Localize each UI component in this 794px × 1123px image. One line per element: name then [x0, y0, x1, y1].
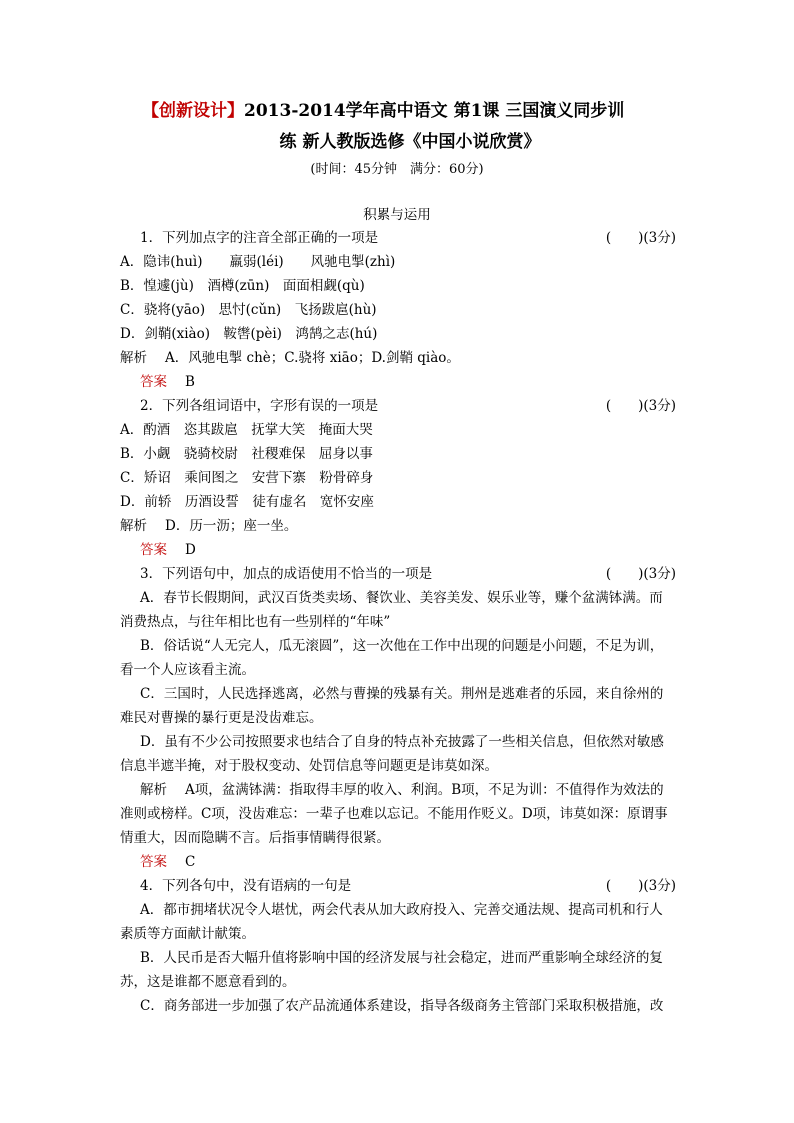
analysis-text: D．历一沥；座一坐。: [165, 518, 298, 534]
analysis: [120, 346, 680, 370]
answer-value: D: [185, 542, 196, 558]
analysis: [120, 778, 680, 802]
analysis-label: 解析: [140, 782, 167, 798]
question-2-stem: [120, 394, 680, 418]
analysis-label: 解析: [120, 518, 147, 534]
document-title: [140, 96, 680, 158]
answer-value: C: [185, 854, 196, 870]
title-line2: 练 新人教版选修《中国小说欣赏》: [279, 132, 541, 152]
analysis-text: A．风驰电掣 chè；C.骁将 xiāo；D.剑鞘 qiào。: [165, 350, 460, 366]
analysis-line: 准则或榜样。C项，没齿难忘：一辈子也难以忘记。不能用作贬义。D项，讳莫如深：原谓事: [120, 806, 668, 822]
question-score: ( )(3分): [605, 398, 676, 414]
analysis-text: A项，盆满钵满：指取得丰厚的收入、利润。B项，不足为训：不值得作为效法的: [185, 782, 664, 798]
option-line: 素质等方面献计献策。: [120, 926, 255, 942]
question-3-stem: [120, 562, 680, 586]
analysis-label: 解析: [120, 350, 147, 366]
answer: [120, 850, 680, 874]
option-line: B．俗话说“人无完人，瓜无滚圆”，这一次他在工作中出现的问题是小问题，不足为训，: [140, 638, 664, 654]
question-1-stem: [120, 226, 680, 250]
option-line: 消费热点，与往年相比也有一些别样的“年味”: [120, 614, 391, 630]
question-stem: 1．下列加点字的注音全部正确的一项是: [140, 230, 379, 246]
option-line: 信息半遮半掩，对于股权变动、处罚信息等问题更是讳莫如深。: [120, 758, 498, 774]
title-bracket: 【创新设计】: [142, 101, 244, 121]
question-score: ( )(3分): [605, 878, 676, 894]
option: C．骁将(yāo) 思忖(cǔn) 飞扬跋扈(hù): [120, 302, 377, 318]
option: D．剑鞘(xiào) 鞍辔(pèi) 鸿鹄之志(hú): [120, 326, 378, 342]
option: A．隐讳(huì) 羸弱(léi) 风驰电掣(zhì): [120, 254, 396, 270]
answer-value: B: [185, 374, 195, 390]
question-body: [120, 226, 680, 1018]
option-line: 苏，这是谁都不愿意看到的。: [120, 974, 296, 990]
exam-info: (时间：45分钟 满分：60分): [310, 162, 484, 177]
answer: [120, 370, 680, 394]
question-score: ( )(3分): [605, 566, 676, 582]
option-line: D．虽有不少公司按照要求也结合了自身的特点补充披露了一些相关信息，但依然对敏感: [140, 734, 664, 750]
option-line: 看一个人应该看主流。: [120, 662, 255, 678]
option: B．惶遽(jù) 酒樽(zūn) 面面相觑(qù): [120, 278, 365, 294]
title-line1: 2013-2014学年高中语文 第1课 三国演义同步训: [244, 101, 625, 121]
question-stem: 4．下列各句中，没有语病的一句是: [140, 878, 352, 894]
question-score: ( )(3分): [605, 230, 676, 246]
question-stem: 2．下列各组词语中，字形有误的一项是: [140, 398, 379, 414]
analysis: [120, 514, 680, 538]
answer-label: 答案: [140, 854, 167, 870]
option: C．矫诏 乘间图之 安营下寨 粉骨碎身: [120, 470, 374, 486]
option-line: B．人民币是否大幅升值将影响中国的经济发展与社会稳定，进而严重影响全球经济的复: [140, 950, 663, 966]
option-line: A．春节长假期间，武汉百货类卖场、餐饮业、美容美发、娱乐业等，赚个盆满钵满。而: [140, 590, 663, 606]
question-stem: 3．下列语句中，加点的成语使用不恰当的一项是: [140, 566, 433, 582]
analysis-line: 情重大，因而隐瞒不言。后指事情瞒得很紧。: [120, 830, 390, 846]
answer-label: 答案: [140, 542, 167, 558]
question-4-stem: [120, 874, 680, 898]
option: D．前轿 历酒设誓 徒有虚名 宽怀安座: [120, 494, 374, 510]
option: A．酌酒 恣其跋扈 抚掌大笑 掩面大哭: [120, 422, 373, 438]
answer-label: 答案: [140, 374, 167, 390]
option-line: A．都市拥堵状况令人堪忧，两会代表从加大政府投入、完善交通法规、提高司机和行人: [140, 902, 663, 918]
section-heading: 积累与运用: [363, 207, 431, 223]
option-line: 难民对曹操的暴行更是没齿难忘。: [120, 710, 323, 726]
answer: [120, 538, 680, 562]
option-line: C．商务部进一步加强了农产品流通体系建设，指导各级商务主管部门采取积极措施，改: [140, 998, 664, 1014]
option: B．小觑 骁骑校尉 社稷难保 屈身以事: [120, 446, 373, 462]
option-line: C．三国时，人民选择逃离，必然与曹操的残暴有关。荆州是逃难者的乐园，来自徐州的: [140, 686, 664, 702]
